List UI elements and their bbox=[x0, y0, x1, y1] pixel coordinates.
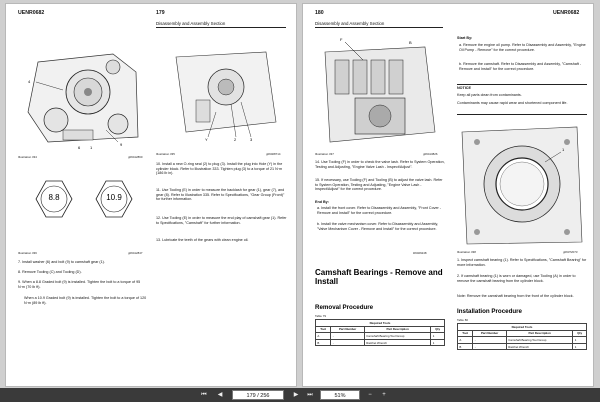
cell: Camshaft Bearing Tool Group bbox=[364, 333, 430, 340]
notice-line: Keep all parts clean from contaminants. bbox=[457, 93, 522, 97]
step-14: 14. Use Tooling (F) in order to check the valve lash. Refer to System Operation, Testing and Adjusting, "Engine Valve Lash - Inspect/Adjust". bbox=[315, 160, 445, 169]
col-header: Part Number bbox=[331, 326, 365, 333]
cell: - bbox=[331, 339, 365, 346]
valve-lash-illustration bbox=[315, 32, 443, 150]
start-by-label: Start By: bbox=[457, 36, 473, 40]
step-9: 9. When a 8.8 Graded bolt (9) is installed. Tighten the bolt to a torque of 95 N·m (70 lb ft). bbox=[18, 280, 141, 289]
notice-rule bbox=[457, 114, 587, 115]
step-8: 8. Remove Tooling (C) and Tooling (D). bbox=[18, 270, 82, 274]
right-page bbox=[302, 3, 594, 387]
illus-caption: Illustration 338 bbox=[457, 250, 476, 254]
svg-text:2: 2 bbox=[234, 137, 237, 142]
cell: 1 bbox=[431, 333, 445, 340]
col-header: Tool bbox=[458, 330, 473, 337]
illus-caption: Illustration 334 bbox=[18, 155, 37, 159]
illus-id: g06412847 bbox=[128, 251, 143, 255]
notice-label: NOTICE bbox=[457, 86, 471, 90]
last-page-icon[interactable]: ⏭ bbox=[307, 392, 313, 398]
cell: A bbox=[458, 337, 473, 344]
svg-text:Y: Y bbox=[205, 137, 208, 142]
cell: Camshaft Bearing Tool Group bbox=[506, 337, 572, 344]
col-header: Part Number bbox=[473, 330, 507, 337]
end-by-a: a. Install the front cover. Refer to Disassembly and Assembly, "Front Cover - Remove and Install" for the correct procedure. bbox=[317, 206, 441, 215]
svg-text:4: 4 bbox=[28, 79, 31, 84]
svg-text:1: 1 bbox=[562, 147, 565, 152]
cell: 1 bbox=[573, 337, 587, 344]
cell: Ratchet Wrench bbox=[506, 343, 572, 350]
install-step-2: 2. If camshaft bearing (1) is worn or damaged, use Tooling (A) in order to remove the camshaft bearing from the cylinder block. bbox=[457, 274, 576, 283]
first-page-icon[interactable]: ⏮ bbox=[201, 392, 207, 398]
col-header: Qty bbox=[573, 330, 587, 337]
col-header: Qty bbox=[431, 326, 445, 333]
end-by-label: End By: bbox=[315, 200, 329, 204]
illus-caption: Illustration 335 bbox=[156, 152, 175, 156]
illus-id: g06413826 bbox=[423, 152, 438, 156]
page-number: 180 bbox=[315, 10, 324, 16]
camshaft-bearing-illustration bbox=[457, 122, 587, 248]
gear-tooling-illustration bbox=[156, 42, 286, 142]
step-13: 13. Lubricate the teeth of the gears with clean engine oil. bbox=[156, 238, 249, 242]
removal-tools-table bbox=[315, 319, 445, 346]
bolt-grade-illustration bbox=[18, 171, 148, 241]
previous-page-icon[interactable]: ◀ bbox=[217, 392, 223, 398]
page-number-input[interactable]: 179 / 256 bbox=[232, 390, 284, 400]
table-number: Table 80 bbox=[457, 318, 468, 322]
step-11: 11. Use Tooling (E) in order to measure the backlash for gear (1), gear (7), and gear (8). Refer to Illustration 335. Refer to Specifications, "Gear Group (Front)" for further information. bbox=[156, 188, 285, 202]
svg-text:F: F bbox=[340, 37, 343, 42]
install-step-1: 1. Inspect camshaft bearing (1). Refer to Specifications, "Camshaft Bearing" for more information. bbox=[457, 258, 587, 267]
step-12: 12. Use Tooling (E) in order to measure the end play of camshaft gear (1). Refer to Specifications, "Camshaft" for further information. bbox=[156, 216, 287, 225]
header-rule bbox=[156, 27, 286, 28]
table-row bbox=[458, 343, 587, 350]
svg-text:9: 9 bbox=[120, 142, 123, 147]
next-page-icon[interactable]: ▶ bbox=[293, 392, 299, 398]
col-header: Part Description bbox=[506, 330, 572, 337]
bolt-grade-10-9-label: 10.9 bbox=[106, 193, 122, 202]
table-row bbox=[316, 339, 445, 346]
installation-tools-table bbox=[457, 323, 587, 350]
illus-id: g06412860 bbox=[128, 155, 143, 159]
section-title: Disassembly and Assembly Section bbox=[315, 21, 385, 26]
viewer-toolbar bbox=[0, 388, 600, 402]
cell: A bbox=[316, 333, 331, 340]
svg-text:1: 1 bbox=[90, 145, 93, 150]
table-title: Required Tools bbox=[316, 320, 445, 327]
notice-line: Contaminants may cause rapid wear and shortened component life. bbox=[457, 101, 568, 105]
cell: Ratchet Wrench bbox=[364, 339, 430, 346]
left-page bbox=[5, 3, 297, 387]
step-9-note: When a 10.9 Graded bolt (9) is installed. Tighten the bolt to a torque of 120 N·m (89 lb ft). bbox=[24, 296, 147, 305]
engine-front-illustration bbox=[18, 42, 148, 152]
table-row bbox=[316, 333, 445, 340]
ref-id: i06406248 bbox=[413, 251, 427, 255]
cell: 1 bbox=[431, 339, 445, 346]
installation-heading: Installation Procedure bbox=[457, 308, 522, 315]
doc-id: UENR0682 bbox=[553, 10, 580, 16]
zoom-level[interactable]: 51% bbox=[320, 390, 360, 400]
illus-id: g06372073 bbox=[563, 250, 578, 254]
svg-text:3: 3 bbox=[250, 137, 253, 142]
table-row bbox=[458, 337, 587, 344]
start-by-b: b. Remove the camshaft. Refer to Disassembly and Assembly, "Camshaft - Remove and Install" for the correct procedure. bbox=[459, 62, 582, 71]
cell: - bbox=[473, 337, 507, 344]
cell: B bbox=[316, 339, 331, 346]
illus-id: g06408714 bbox=[266, 152, 281, 156]
zoom-in-icon[interactable]: + bbox=[382, 392, 386, 398]
illus-caption: Illustration 336 bbox=[18, 251, 37, 255]
step-10: 10. Install a new O-ring seal (2) to plug (3). Install the plug into Hole (Y) in the cylinder block. Refer to Illustration 333. Tighten plug (3) to a torque of 21 N·m (186 lb in). bbox=[156, 162, 283, 176]
step-7: 7. Install washer (6) and bolt (9) to camshaft gear (1). bbox=[18, 260, 105, 264]
cell: 1 bbox=[573, 343, 587, 350]
zoom-out-icon[interactable]: − bbox=[368, 392, 372, 398]
col-header: Part Description bbox=[364, 326, 430, 333]
table-title: Required Tools bbox=[458, 324, 587, 331]
step-15: 15. If necessary, use Tooling (F) and Tooling (B) to adjust the valve lash. Refer to System Operation, Testing and Adjusting, "Engine Valve Lash - Inspect/Adjust" for the correct procedure. bbox=[315, 178, 443, 192]
header-rule bbox=[315, 27, 443, 28]
cell: - bbox=[331, 333, 365, 340]
doc-id: UENR0682 bbox=[18, 10, 45, 16]
svg-text:6: 6 bbox=[78, 145, 81, 150]
install-note: Note: Remove the camshaft bearing from the front of the cylinder block. bbox=[457, 294, 574, 298]
cell: - bbox=[473, 343, 507, 350]
section-heading: Camshaft Bearings - Remove and Install bbox=[315, 268, 443, 286]
col-header: Tool bbox=[316, 326, 331, 333]
table-number: Table 79 bbox=[315, 314, 326, 318]
end-by-b: b. Install the valve mechanism cover. Refer to Disassembly and Assembly, "Valve Mechanism Cover - Remove and Install" for the correct procedure. bbox=[317, 222, 439, 231]
svg-text:B: B bbox=[409, 40, 412, 45]
bolt-grade-8-8-label: 8.8 bbox=[48, 193, 60, 202]
page-number: 179 bbox=[156, 10, 165, 16]
illus-caption: Illustration 337 bbox=[315, 152, 334, 156]
section-title: Disassembly and Assembly Section bbox=[156, 21, 226, 26]
removal-heading: Removal Procedure bbox=[315, 304, 374, 311]
cell: B bbox=[458, 343, 473, 350]
start-by-a: a. Remove the engine oil pump. Refer to Disassembly and Assembly, "Engine Oil Pump - Remove" for the correct procedure. bbox=[459, 43, 586, 52]
notice-rule bbox=[457, 84, 587, 85]
